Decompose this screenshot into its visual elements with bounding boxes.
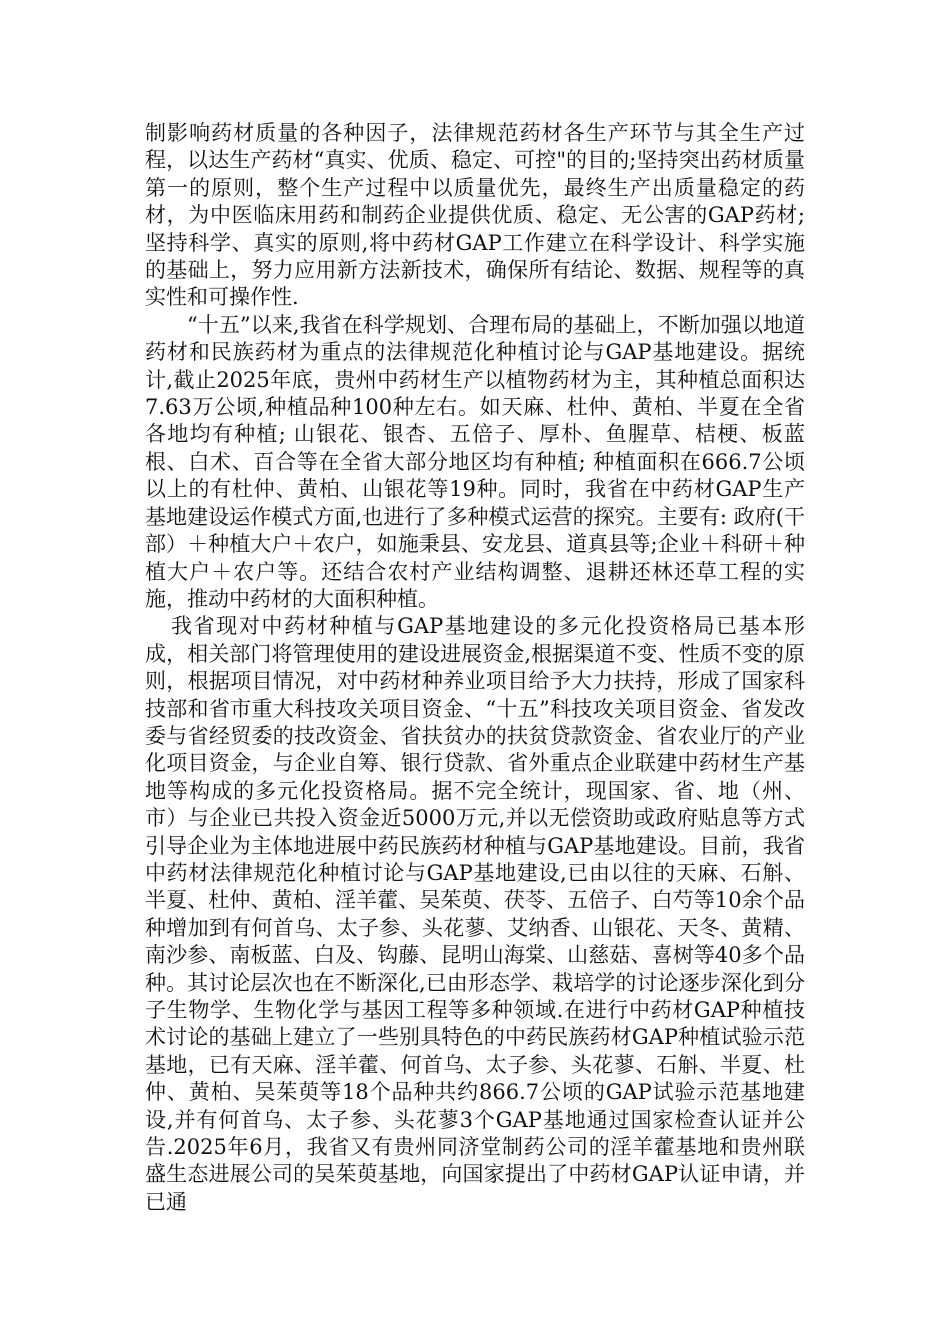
paragraph-quality-principles: 制影响药材质量的各种因子，法律规范药材各生产环节与其全生产过程，以达生产药材“真实、优质、稳定、可控"的目的;坚持突出药材质量第一的原则，整个生产过程中以质量优先，最终生产出质量稳定的药材，为中医临床用药和制药企业提供优质、稳定、无公害的GAP药材; 坚持科学、真实的原则,将中药材GAP工作建立在科学设计、科学实施的基础上，努力应用新方法新技术，确保所有结论、数据、规程等的真实性和可操作性. [145,121,805,310]
document-page [145,120,805,1216]
paragraph-investment-pattern: 我省现对中药材种植与GAP基地建设的多元化投资格局已基本形成，相关部门将管理使用的建设进展资金,根据渠道不变、性质不变的原则，根据项目情况，对中药材种养业项目给予大力扶持，形成了国家科技部和省市重大科技攻关项目资金、“十五”科技攻关项目资金、省发改委与省经贸委的技改资金、省扶贫办的扶贫贷款资金、省农业厅的产业化项目资金，与企业自筹、银行贷款、省外重点企业联建中药材生产基地等构成的多元化投资格局。据不完全统计，现国家、省、地（州、市）与企业已共投入资金近5000万元,并以无偿资助或政府贴息等方式引导企业为主体地进展中药民族药材种植与GAP基地建设。目前，我省中药材法律规范化种植讨论与GAP基地建设,已由以往的天麻、石斛、半夏、杜仲、黄柏、淫羊藿、吴茱萸、茯苓、五倍子、白芍等10余个品种增加到有何首乌、太子参、头花蓼、艾纳香、山银花、天冬、黄精、南沙参、南板蓝、白及、钩藤、昆明山海棠、山慈菇、喜树等40多个品种。其讨论层次也在不断深化,已由形态学、栽培学的讨论逐步深化到分子生物学、生物化学与基因工程等多种领域.在进行中药材GAP种植技术讨论的基础上建立了一些别具特色的中药民族药材GAP种植试验示范基地，已有天麻、淫羊藿、何首乌、太子参、头花蓼、石斛、半夏、杜仲、黄柏、吴茱萸等18个品种共约866.7公顷的GAP试验示范基地建设,并有何首乌、太子参、头花蓼3个GAP基地通过国家检查认证并公告.2025年6月，我省又有贵州同济堂制药公司的淫羊藿基地和贵州联盛生态进展公司的吴茱萸基地，向国家提出了中药材GAP认证申请，并已通 [145,614,805,1214]
paragraph-planting-overview: “十五”以来,我省在科学规划、合理布局的基础上，不断加强以地道药材和民族药材为重点的法律规范化种植讨论与GAP基地建设。据统计,截止2025年底，贵州中药材生产以植物药材为主，其种植总面积达7.63万公顷,种植品种100种左右。如天麻、杜仲、黄柏、半夏在全省各地均有种植; 山银花、银杏、五倍子、厚朴、鱼腥草、桔梗、板蓝根、白术、百合等在全省大部分地区均有种植; 种植面积在666.7公顷以上的有杜仲、黄柏、山银花等19种。同时，我省在中药材GAP生产基地建设运作模式方面,也进行了多种模式运营的探究。主要有: 政府(干部）＋种植大户＋农户，如施秉县、安龙县、道真县等;企业＋科研＋种植大户＋农户等。还结合农村产业结构调整、退耕还林还草工程的实施，推动中药材的大面积种植。 [145,312,805,611]
